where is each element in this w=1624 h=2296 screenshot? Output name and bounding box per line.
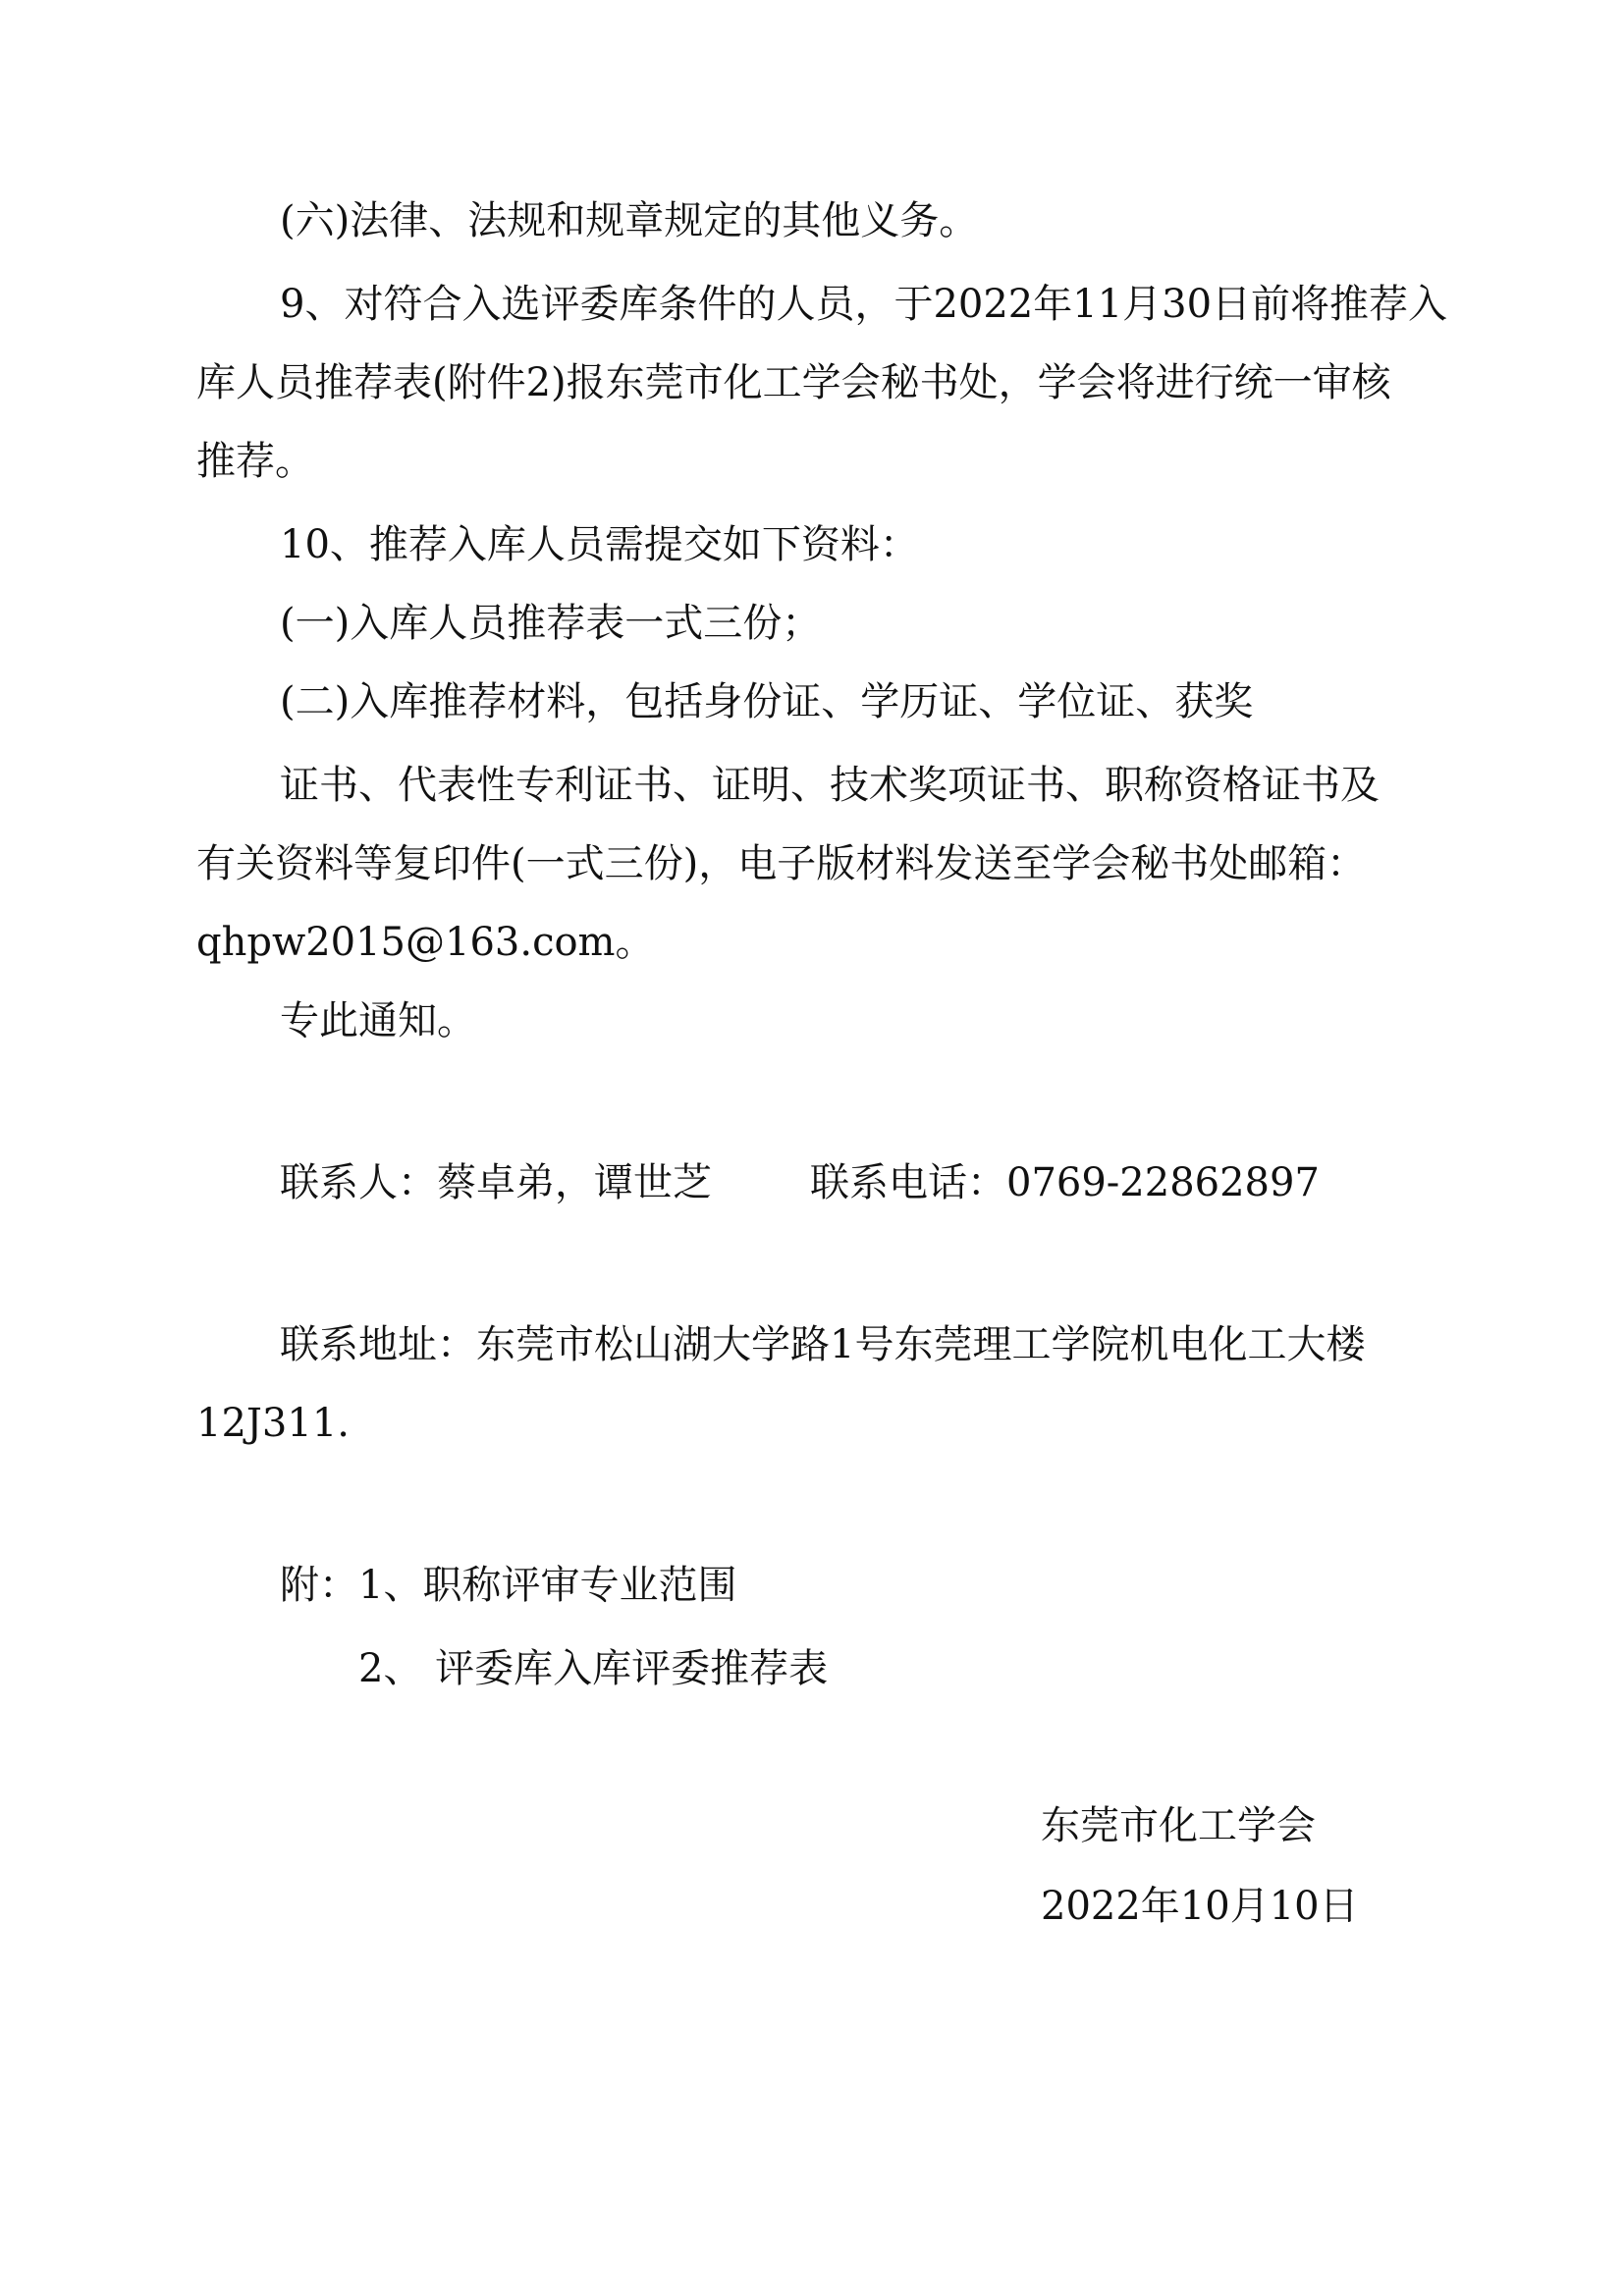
item10-sub2-line2: 证书、代表性专利证书、证明、技术奖项证书、职称资格证书及 [280, 763, 1380, 808]
contact-person: 联系人：蔡卓弟，谭世芝 [280, 1160, 712, 1205]
signature-org: 东莞市化工学会 [1041, 1803, 1316, 1848]
item10-sub2-line1: (二)入库推荐材料，包括身份证、学历证、学位证、获奖 [280, 679, 1254, 724]
attachment-2: 2、 评委库入库评委推荐表 [358, 1646, 829, 1691]
signature-date: 2022年10月10日 [1041, 1884, 1359, 1929]
item10-sub2-line3: 有关资料等复印件(一式三份)，电子版材料发送至学会秘书处邮箱： [196, 841, 1367, 886]
attachment-1: 附：1、职称评审专业范围 [280, 1563, 737, 1608]
item9-line1: 9、对符合入选评委库条件的人员，于2022年11月30日前将推荐入 [280, 282, 1448, 327]
item9-line3: 推荐。 [196, 439, 314, 484]
item10-email: qhpw2015@163.com。 [196, 920, 655, 965]
item-six: (六)法律、法规和规章规定的其他义务。 [280, 198, 979, 243]
address-line2: 12J311. [196, 1401, 350, 1446]
notice-text: 专此通知。 [280, 998, 476, 1043]
item10-intro: 10、推荐入库人员需提交如下资料： [280, 522, 919, 567]
item10-sub1: (一)入库人员推荐表一式三份； [280, 601, 822, 646]
address-line1: 联系地址：东莞市松山湖大学路1号东莞理工学院机电化工大楼 [280, 1322, 1366, 1367]
item9-line2: 库人员推荐表(附件2)报东莞市化工学会秘书处，学会将进行统一审核 [196, 360, 1391, 405]
contact-phone: 联系电话：0769-22862897 [810, 1160, 1320, 1205]
